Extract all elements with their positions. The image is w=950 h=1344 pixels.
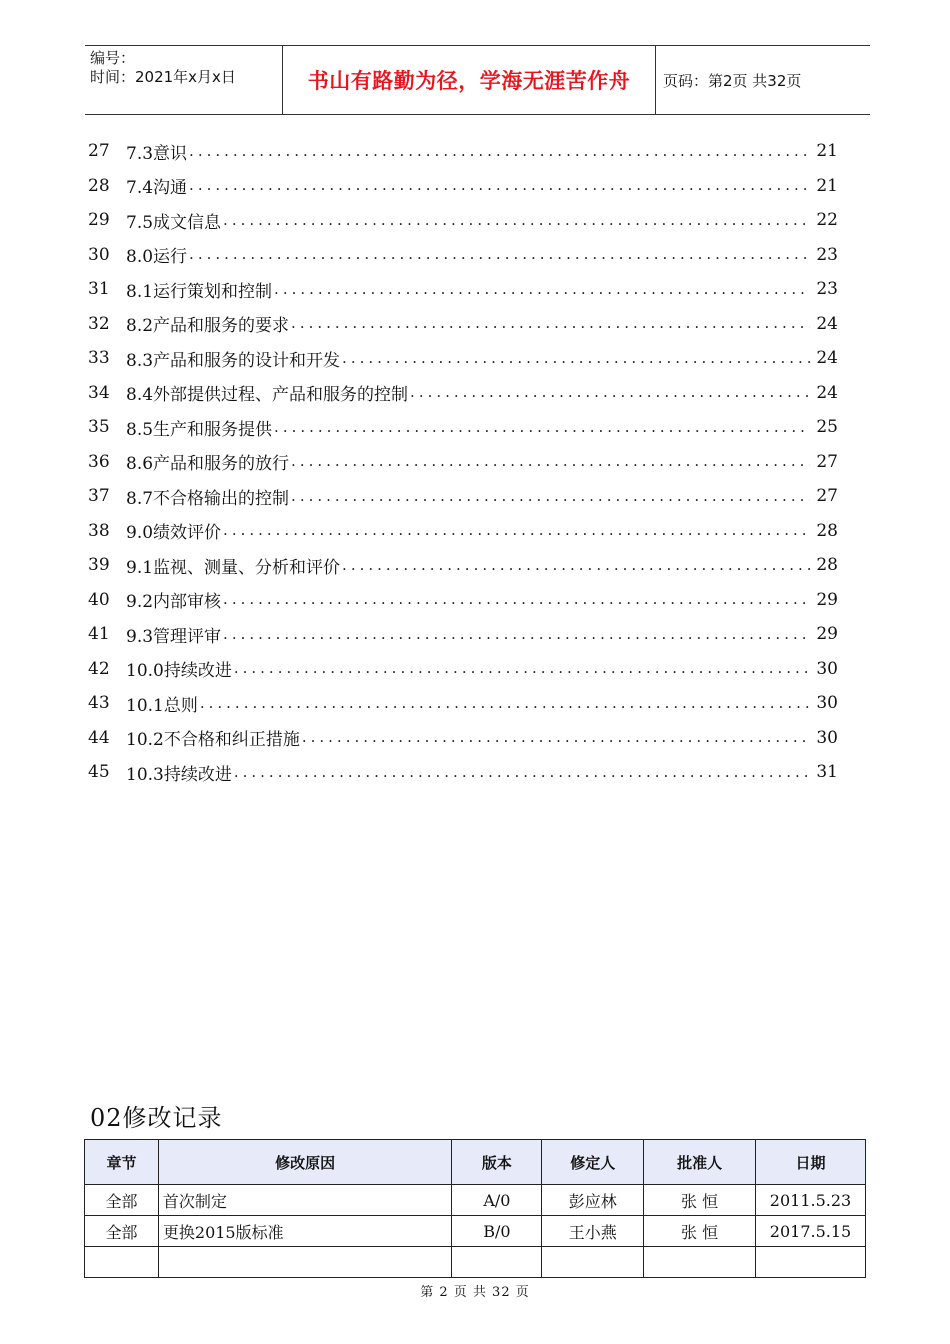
toc-leader-dots [234,661,810,676]
toc-entry[interactable] [88,272,838,307]
toc-entry-number: 40 [88,589,110,610]
toc-entry[interactable] [88,479,838,514]
toc-entry-page: 21 [816,141,838,162]
cell-reason: 首次制定 [158,1185,452,1216]
toc-entry-page: 22 [816,210,838,231]
toc-entry-page: 24 [816,382,838,403]
toc-entry-number: 44 [88,727,110,748]
toc-leader-dots [291,489,810,504]
toc-entry[interactable] [88,548,838,583]
toc-entry[interactable] [88,134,838,169]
toc-entry-number: 39 [88,555,110,576]
toc-entry-title[interactable]: 8.4外部提供过程、产品和服务的控制 [126,385,409,406]
toc-entry[interactable] [88,686,838,721]
toc-entry[interactable] [88,376,838,411]
toc-entry-title[interactable]: 8.0运行 [126,247,188,268]
document-date: 时间：2021年x月x日 [90,68,236,86]
document-number-label: 编号： [90,49,136,67]
toc-leader-dots [291,316,810,331]
table-row [85,1216,866,1247]
toc-leader-dots [342,351,810,366]
column-header-approver: 批准人 [644,1140,756,1185]
toc-entry-page: 29 [816,624,838,645]
toc-entry-title[interactable]: 8.3产品和服务的设计和开发 [126,350,341,371]
toc-entry-title[interactable]: 8.5生产和服务提供 [126,419,273,440]
toc-entry-page: 25 [816,417,838,438]
column-header-chapter: 章节 [85,1140,159,1185]
toc-entry[interactable] [88,652,838,687]
header-meta [90,49,260,87]
toc-entry[interactable] [88,203,838,238]
cell-approver: 张 恒 [644,1216,756,1247]
toc-entry-number: 27 [88,141,110,162]
toc-entry-number: 33 [88,348,110,369]
toc-entry-number: 32 [88,313,110,334]
toc-entry[interactable] [88,721,838,756]
toc-leader-dots [274,420,810,435]
cell-reviser: 王小燕 [542,1216,644,1247]
toc-entry[interactable] [88,617,838,652]
toc-leader-dots [223,627,810,642]
toc-entry[interactable] [88,755,838,790]
toc-entry[interactable] [88,238,838,273]
cell-version: A/0 [452,1185,542,1216]
toc-entry-title[interactable]: 7.3意识 [126,143,188,164]
cell-version: B/0 [452,1216,542,1247]
toc-leader-dots [274,282,810,297]
toc-entry-page: 23 [816,244,838,265]
toc-leader-dots [302,730,810,745]
toc-entry-title[interactable]: 9.1监视、测量、分析和评价 [126,557,341,578]
toc-leader-dots [189,144,810,159]
toc-leader-dots [223,213,810,228]
toc-entry-title[interactable]: 9.2内部审核 [126,592,222,613]
cell-approver [644,1247,756,1278]
toc-entry-title[interactable]: 10.3持续改进 [126,764,232,785]
toc-entry-page: 27 [816,451,838,472]
cell-chapter [85,1247,159,1278]
toc-entry-number: 38 [88,520,110,541]
cell-date [756,1247,866,1278]
cell-chapter: 全部 [85,1216,159,1247]
column-header-date: 日期 [756,1140,866,1185]
toc-entry-title[interactable]: 10.1总则 [126,695,198,716]
toc-entry-number: 30 [88,244,110,265]
toc-entry-title[interactable]: 10.0持续改进 [126,661,232,682]
toc-entry[interactable] [88,307,838,342]
header-page-info: 页码：第2页 共32页 [663,71,802,90]
cell-reason [158,1247,452,1278]
toc-leader-dots [189,178,810,193]
toc-entry-title[interactable]: 7.5成文信息 [126,212,222,233]
toc-entry[interactable] [88,583,838,618]
toc-entry[interactable] [88,341,838,376]
toc-entry-number: 29 [88,210,110,231]
page-footer: 第 2 页 共 32 页 [420,1285,530,1300]
toc-entry-title[interactable]: 7.4沟通 [126,178,188,199]
cell-chapter: 全部 [85,1185,159,1216]
toc-entry-number: 35 [88,417,110,438]
toc-entry-title[interactable]: 8.2产品和服务的要求 [126,316,290,337]
toc-leader-dots [291,454,810,469]
toc-entry-page: 27 [816,486,838,507]
column-header-reason: 修改原因 [158,1140,452,1185]
toc-leader-dots [189,247,810,262]
toc-entry[interactable] [88,445,838,480]
toc-entry-title[interactable]: 8.1运行策划和控制 [126,281,273,302]
cell-approver: 张 恒 [644,1185,756,1216]
cell-reviser [542,1247,644,1278]
toc-leader-dots [223,523,810,538]
toc-entry-number: 36 [88,451,110,472]
toc-entry-page: 31 [816,762,838,783]
toc-leader-dots [342,558,810,573]
toc-entry-number: 37 [88,486,110,507]
header-motto: 书山有路勤为径，学海无涯苦作舟 [282,46,656,114]
revision-record-title: 02修改记录 [90,1104,223,1132]
toc-entry-page: 23 [816,279,838,300]
column-header-reviser: 修定人 [542,1140,644,1185]
toc-entry-number: 41 [88,624,110,645]
toc-entry-number: 43 [88,693,110,714]
toc-entry-title[interactable]: 8.6产品和服务的放行 [126,454,290,475]
toc-entry[interactable] [88,410,838,445]
toc-entry-number: 42 [88,658,110,679]
toc-entry-page: 28 [816,555,838,576]
toc-entry-title[interactable]: 10.2不合格和纠正措施 [126,730,300,751]
toc-entry-page: 30 [816,693,838,714]
toc-entry-page: 30 [816,727,838,748]
toc-entry-title[interactable]: 8.7不合格输出的控制 [126,488,290,509]
page-header [85,45,870,115]
toc-leader-dots [200,696,810,711]
cell-version [452,1247,542,1278]
toc-entry-page: 29 [816,589,838,610]
cell-date: 2017.5.15 [756,1216,866,1247]
toc-entry-page: 24 [816,313,838,334]
toc-entry-number: 45 [88,762,110,783]
table-row [85,1185,866,1216]
cell-reviser: 彭应林 [542,1185,644,1216]
toc-entry-title[interactable]: 9.3管理评审 [126,626,222,647]
toc-entry[interactable] [88,514,838,549]
toc-leader-dots [234,765,810,780]
table-row [85,1247,866,1278]
toc-entry-page: 28 [816,520,838,541]
toc-entry-title[interactable]: 9.0绩效评价 [126,523,222,544]
column-header-version: 版本 [452,1140,542,1185]
toc-entry[interactable] [88,169,838,204]
table-header-row [85,1140,866,1185]
revision-record-table [84,1139,866,1278]
toc-entry-page: 21 [816,175,838,196]
toc-entry-number: 31 [88,279,110,300]
cell-reason: 更换2015版标准 [158,1216,452,1247]
toc-entry-page: 24 [816,348,838,369]
cell-date: 2011.5.23 [756,1185,866,1216]
toc-entry-number: 28 [88,175,110,196]
toc-leader-dots [410,385,810,400]
table-of-contents [88,134,838,790]
toc-entry-page: 30 [816,658,838,679]
toc-leader-dots [223,592,810,607]
toc-entry-number: 34 [88,382,110,403]
